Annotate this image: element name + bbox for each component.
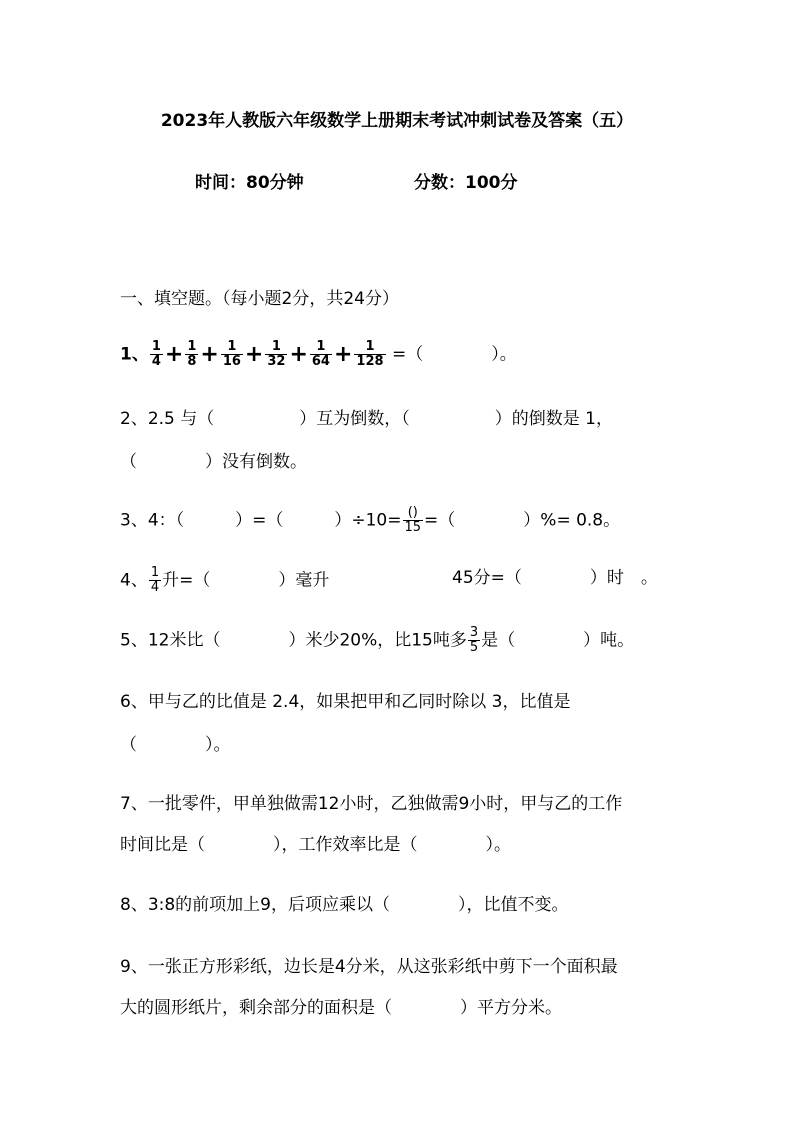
fraction	[221, 340, 243, 369]
question-number: 4、	[120, 570, 148, 591]
question-6-line-2: （ ）。	[120, 735, 231, 755]
question-text: 3、4：（ ）=（ ）÷10=	[120, 510, 402, 531]
question-7-line-2: 时间比是（ ），工作效率比是（ ）。	[120, 835, 511, 855]
question-2-line-2: （ ）没有倒数。	[120, 452, 307, 472]
time-label: 时间：80分钟	[195, 173, 304, 193]
question-9-line-2: 大的圆形纸片，剩余部分的面积是（ ）平方分米。	[120, 998, 562, 1018]
question-text: 升=（ ）毫升	[162, 570, 330, 591]
numerator: 3	[469, 625, 479, 640]
page-title: 2023年人教版六年级数学上册期末考试冲刺试卷及答案（五）	[160, 111, 634, 131]
fraction	[265, 340, 287, 369]
denominator: 15	[404, 520, 422, 535]
denominator: 64	[311, 354, 330, 369]
plus-sign: +	[289, 341, 308, 367]
plus-sign: +	[333, 341, 353, 367]
question-1	[120, 340, 517, 369]
fraction	[354, 340, 385, 369]
question-9-line-1: 9、一张正方形彩纸，边长是4分米，从这张彩纸中剪下一个面积最	[120, 957, 618, 977]
numerator: 1	[150, 565, 160, 580]
denominator: 16	[222, 354, 241, 369]
fraction	[403, 506, 424, 535]
denominator: 5	[469, 640, 479, 655]
fraction	[150, 340, 163, 369]
numerator: 1	[151, 339, 161, 354]
score-label: 分数：100分	[414, 173, 518, 193]
numerator: 1	[271, 339, 281, 354]
question-text: =（ ）%= 0.8。	[424, 510, 621, 531]
question-7-line-1: 7、一批零件，甲单独做需12小时，乙独做需9小时，甲与乙的工作	[120, 794, 623, 814]
numerator: 1	[227, 339, 237, 354]
plus-sign: +	[244, 341, 264, 367]
numerator: 1	[187, 339, 197, 354]
denominator: 128	[356, 354, 384, 369]
denominator: 32	[267, 354, 286, 369]
question-2-line-1: 2、2.5 与（ ）互为倒数，（ ）的倒数是 1，	[120, 409, 613, 429]
denominator: 4	[151, 354, 161, 369]
fraction	[149, 566, 161, 595]
fraction	[468, 626, 480, 655]
fraction	[185, 340, 198, 369]
plus-sign: +	[200, 341, 219, 367]
numerator: 1	[365, 339, 375, 354]
fraction	[310, 340, 332, 369]
question-number: 1、	[120, 344, 149, 365]
denominator: 8	[187, 354, 197, 369]
question-4	[120, 566, 329, 595]
question-6-line-1: 6、甲与乙的比值是 2.4，如果把甲和乙同时除以 3，比值是	[120, 692, 571, 712]
question-4-part-2: 45分=（ ）时 。	[452, 568, 658, 588]
question-3	[120, 506, 620, 535]
question-text: 是（ ）吨。	[481, 630, 635, 651]
question-5	[120, 626, 634, 655]
answer-blank-text: =（ ）。	[386, 344, 517, 365]
section-heading: 一、填空题。（每小题2分，共24分）	[120, 289, 399, 309]
numerator: 1	[316, 339, 326, 354]
numerator: ()	[407, 505, 418, 520]
denominator: 4	[150, 580, 160, 595]
plus-sign: +	[164, 341, 184, 367]
question-8: 8、3:8的前项加上9，后项应乘以（ ），比值不变。	[120, 895, 569, 915]
question-text: 5、12米比（ ）米少20%，比15吨多	[120, 630, 467, 651]
